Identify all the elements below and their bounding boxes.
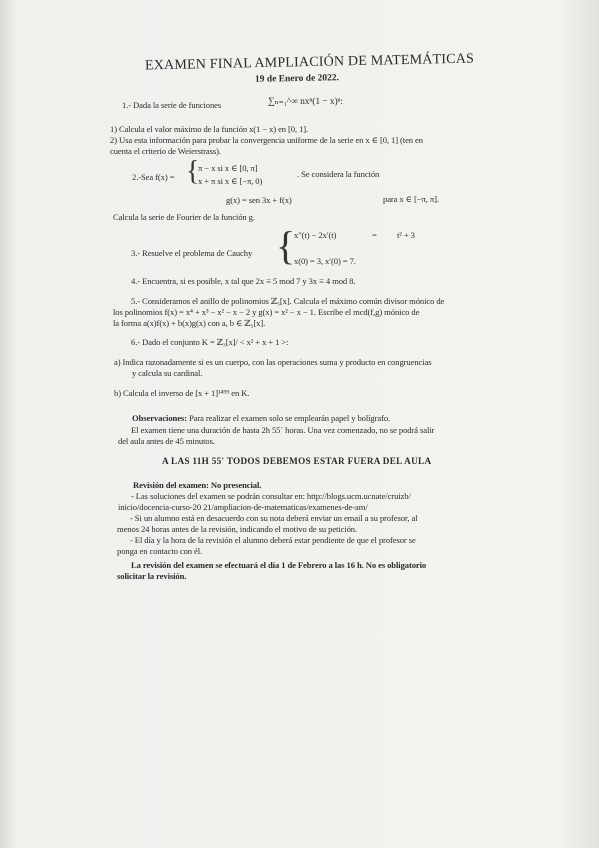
q5-line-2: los polinomios f(x) = x⁴ + x³ − x² − x − 2 y g(x) = x² − x − 1. Escribe el mcd(f,g) mónico de xyxy=(113,307,420,317)
q1-part-b-line1: 2) Usa esta información para probar la convergencia uniforme de la serie en x ∈ [0, 1] (ten en xyxy=(110,135,423,145)
q3-rhs: t² + 3 xyxy=(397,230,415,240)
revision-line-6: ponga en contacto con él. xyxy=(117,546,203,556)
exit-warning: A LAS 11H 55' TODOS DEBEMOS ESTAR FUERA DEL AULA xyxy=(162,456,432,466)
observations-label: Observaciones: xyxy=(132,413,187,423)
q2-intro: 2.-Sea f(x) = xyxy=(132,172,175,182)
revision-title: Revisión del examen: No presencial. xyxy=(133,480,262,490)
q3-intro: 3.- Resuelve el problema de Cauchy xyxy=(131,248,253,258)
q2-case-1: π − x si x ∈ [0, π] xyxy=(198,163,258,173)
q3-brace: { xyxy=(276,223,296,268)
observations xyxy=(132,413,390,423)
q1-part-a: 1) Calcula el valor máximo de la función x(1 − x) en [0, 1]. xyxy=(110,124,309,134)
q6-part-a-line1: a) Indica razonadamente si es un cuerpo, con las operaciones suma y producto en congruencias xyxy=(114,357,432,367)
q5-line-1: 5.- Consideramos el anillo de polinomios ℤ₅[x]. Calcula el máximo común divisor mónico de xyxy=(131,296,445,306)
q2-g-definition: g(x) = sen 3x + f(x) xyxy=(226,195,292,205)
q3-equals: = xyxy=(372,230,377,240)
q2-domain: para x ∈ [−π, π]. xyxy=(383,194,439,204)
revision-line-1: - Las soluciones del examen se podrán consultar en: http://blogs.ucm.ucnate/cruizb/ xyxy=(131,491,411,501)
q6-part-a-line2: y calcula su cardinal. xyxy=(132,368,203,378)
observations-line-3: del aula antes de 45 minutos. xyxy=(118,436,215,446)
revision-line-4: menos 24 horas antes de la revisión, indicando el motivo de su petición. xyxy=(117,524,358,534)
q1-part-b-line2: cuenta el criterio de Weierstrass). xyxy=(110,146,221,156)
q2-cont: . Se considera la función xyxy=(297,169,380,179)
revision-line-2: inicio/docencia-curso-20 21/ampliacion-de-matematicas/examenes-de-am/ xyxy=(118,502,368,512)
q2-case-2: x + π si x ∈ [−π, 0) xyxy=(198,176,263,186)
observations-line-2: El examen tiene una duración de hasta 2h 55´ horas. Una vez comenzado, no se podrá salir xyxy=(131,425,435,435)
q2-question: Calcula la serie de Fourier de la función g. xyxy=(113,212,255,222)
revision-line-5: - El día y la hora de la revisión el alumno deberá estar pendiente de que el profesor se xyxy=(130,535,416,545)
observations-line-1: Para realizar el examen solo se emplearán papel y bolígrafo. xyxy=(189,413,391,423)
q2-brace: { xyxy=(186,156,200,187)
q3-equation: x″(t) − 2x′(t) xyxy=(294,230,337,240)
exam-date: 19 de Enero de 2022. xyxy=(254,73,340,85)
q1-intro: 1.- Dada la serie de funciones xyxy=(122,100,222,110)
q6-part-b: b) Calcula el inverso de [x + 1]¹⁴⁹⁹ en K. xyxy=(114,388,250,398)
q3-initial-conditions: x(0) = 3, x′(0) = 7. xyxy=(294,256,356,266)
revision-line-3: - Si un alumno está en desacuerdo con su nota deberá enviar un email a su profesor, al xyxy=(130,513,418,523)
revision-final-line-1: La revisión del examen se efectuará el día 1 de Febrero a las 16 h. No es obligatorio xyxy=(131,560,427,570)
q4-text: 4.- Encuentra, si es posible, x tal que 2x ≡ 5 mod 7 y 3x ≡ 4 mod 8. xyxy=(131,276,356,286)
q5-line-3: la forma a(x)f(x) + b(x)g(x) con a, b ∈ ℤ₅[x]. xyxy=(113,318,266,328)
q1-series: ∑ₙ₌₁^∞ nxⁿ(1 − x)ⁿ: xyxy=(268,97,343,107)
exam-title: EXAMEN FINAL AMPLIACIÓN DE MATEMÁTICAS xyxy=(144,51,475,74)
q6-intro: 6.- Dado el conjunto K = ℤ₃[x]/ < x² + x + 1 >: xyxy=(131,337,289,347)
revision-final-line-2: solicitar la revisión. xyxy=(117,571,187,581)
